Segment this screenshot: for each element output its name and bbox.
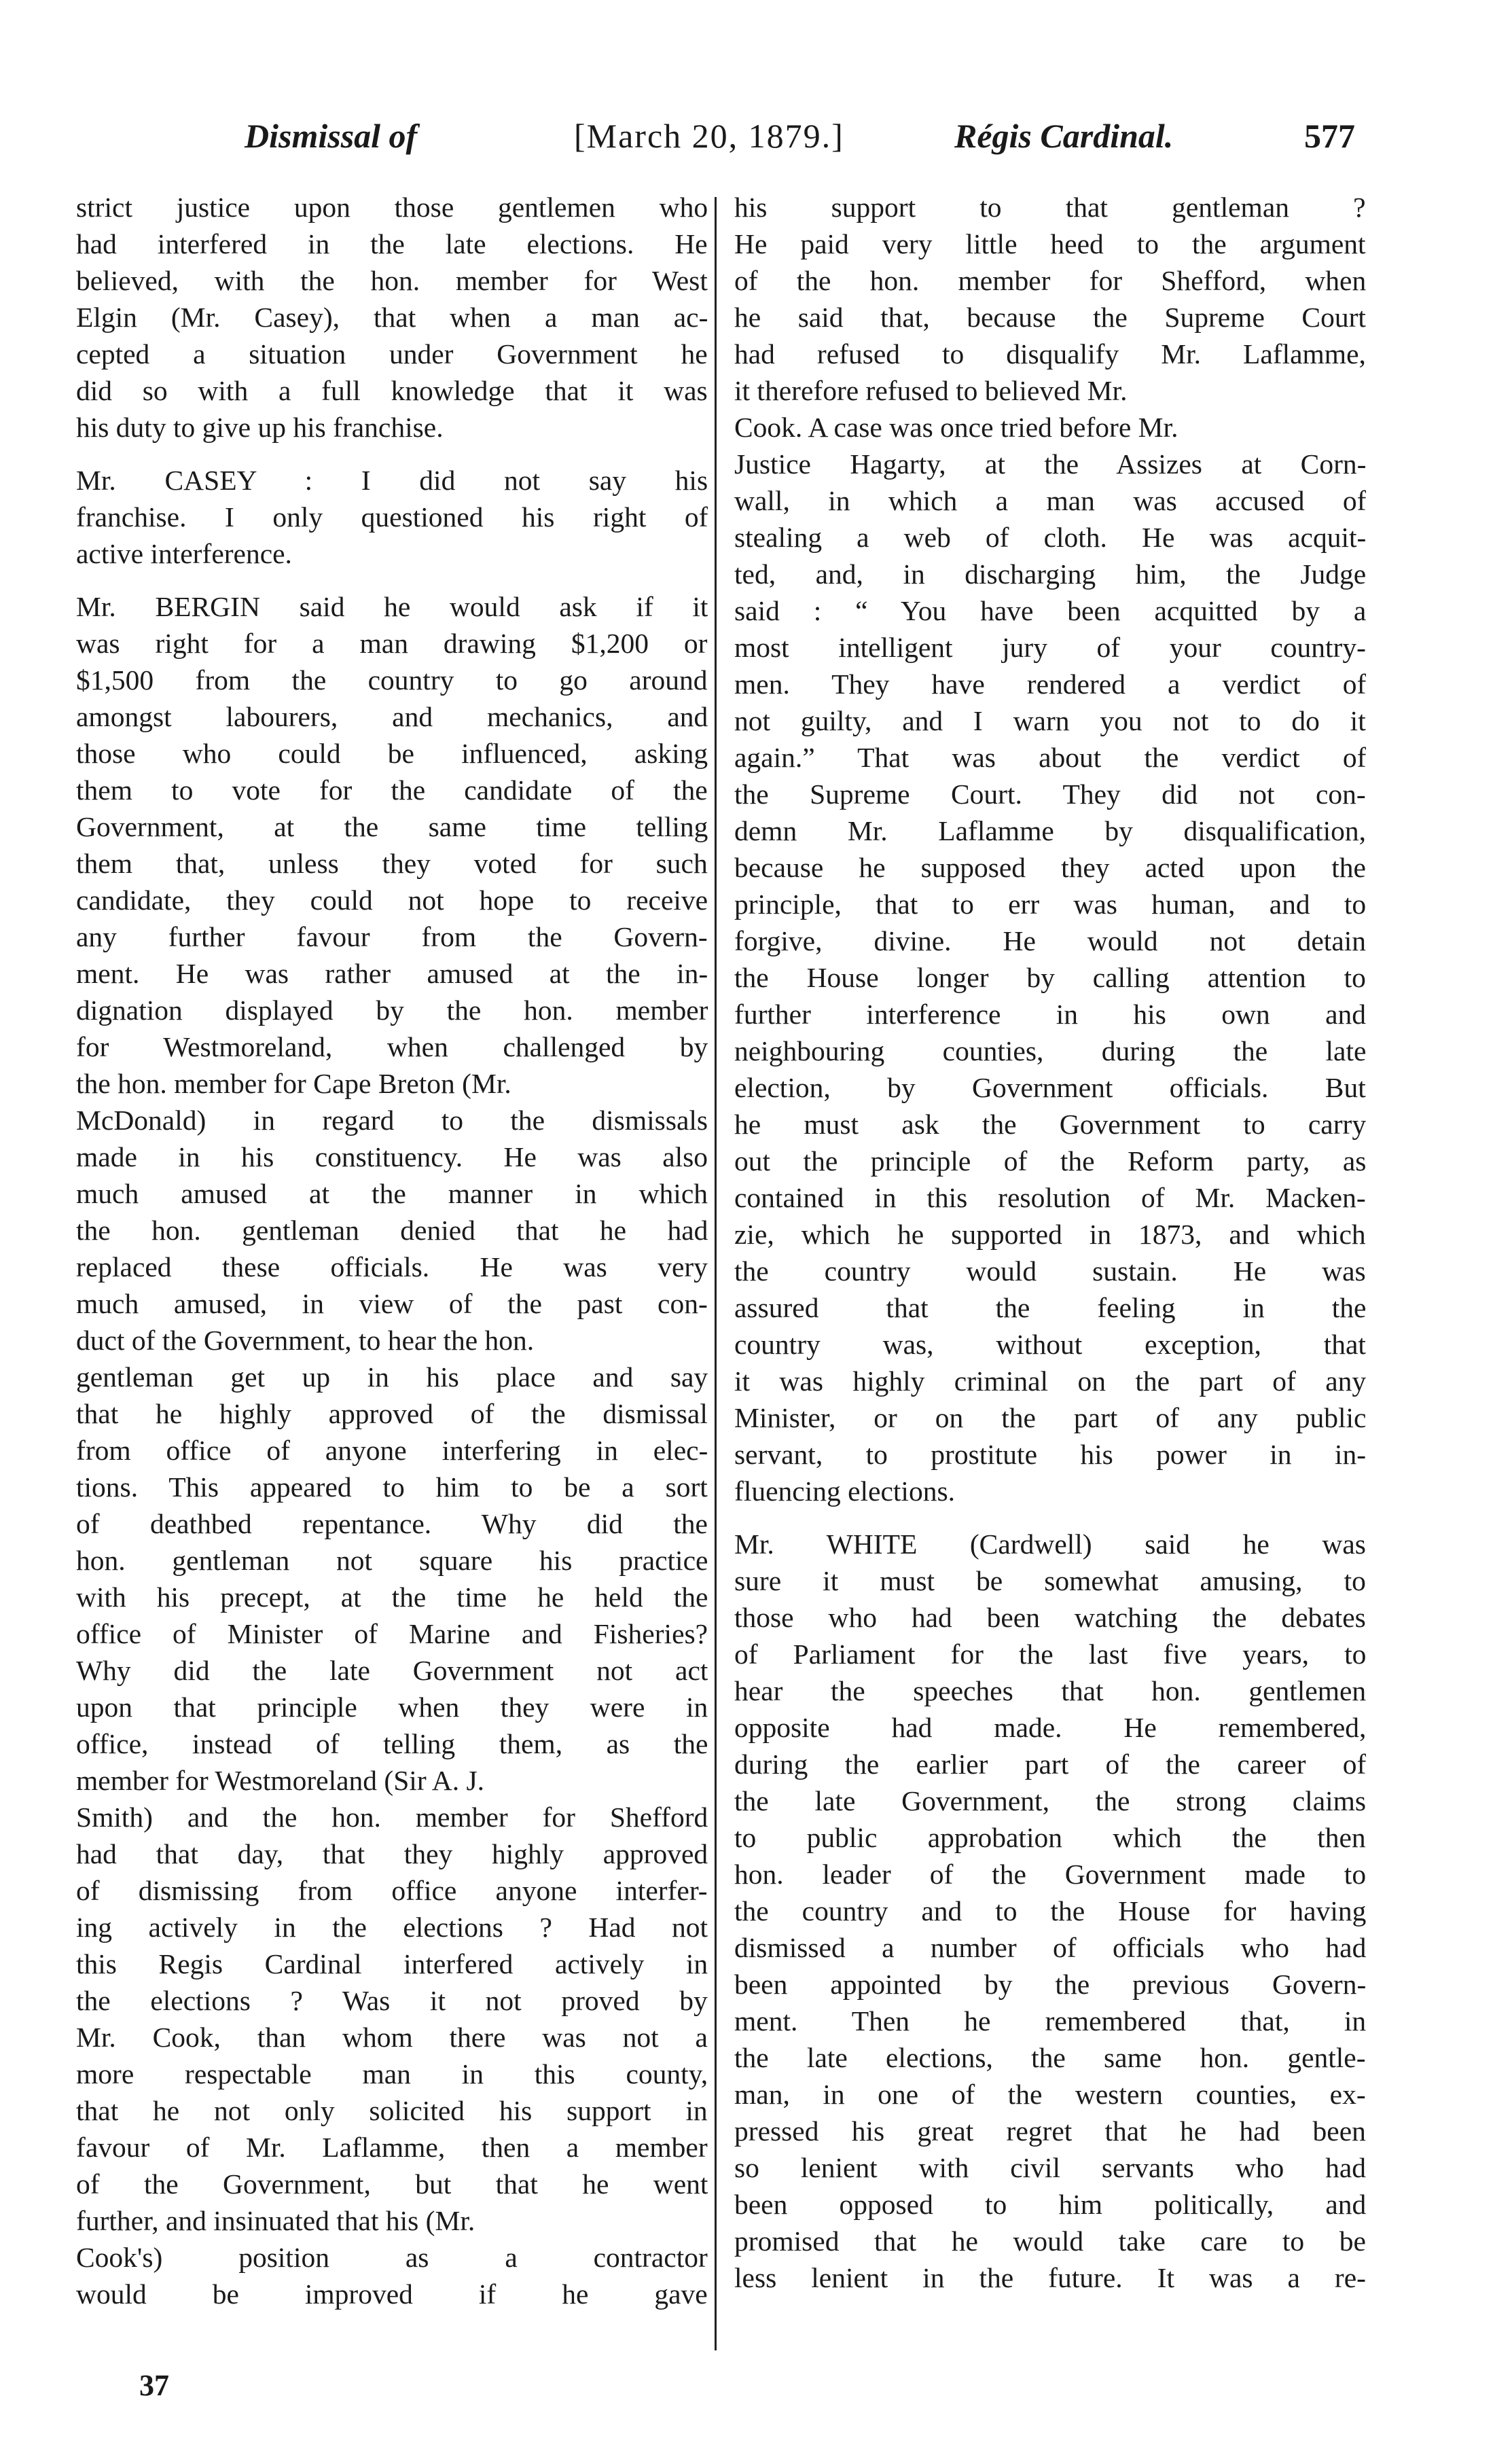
text-line: more respectable man in this county, <box>76 2058 708 2090</box>
text-line: the late Government, the strong claims <box>734 1785 1366 1816</box>
text-line: office, instead of telling them, as the <box>76 1728 708 1759</box>
text-line: the country would sustain. He was <box>734 1255 1366 1287</box>
text-line: country was, without exception, that <box>734 1329 1366 1360</box>
header-date: [March 20, 1879.] <box>574 117 844 155</box>
text-line: zie, which he supported in 1873, and which <box>734 1219 1366 1250</box>
text-line: further, and insinuated that his (Mr. <box>76 2205 475 2236</box>
text-line: much amused at the manner in which <box>76 1178 708 1209</box>
text-line: ted, and, in discharging him, the Judge <box>734 558 1366 590</box>
text-line: duct of the Government, to hear the hon. <box>76 1325 535 1356</box>
text-line: Cook's) position as a contractor <box>76 2242 708 2273</box>
text-line: Mr. WHITE (Cardwell) said he was <box>734 1528 1366 1560</box>
text-line: fluencing elections. <box>734 1475 955 1507</box>
text-line: much amused, in view of the past con- <box>76 1288 708 1319</box>
text-line: the country and to the House for having <box>734 1895 1366 1927</box>
text-line: had refused to disqualify Mr. Laflamme, <box>734 338 1366 370</box>
text-line: of the hon. member for Shefford, when <box>734 265 1366 296</box>
text-line: assured that the feeling in the <box>734 1292 1366 1323</box>
left-text-column <box>76 189 708 2312</box>
text-line: because he supposed they acted upon the <box>734 852 1366 883</box>
text-line: said : “ You have been acquitted by a <box>734 595 1366 626</box>
text-line: Minister, or on the part of any public <box>734 1402 1366 1433</box>
text-line: Mr. BERGIN said he would ask if it <box>76 591 708 622</box>
paragraph-gap <box>734 1509 1366 1526</box>
text-line: had that day, that they highly approved <box>76 1838 708 1869</box>
text-line: been opposed to him politically, and <box>734 2189 1366 2220</box>
text-line: not guilty, and I warn you not to do it <box>734 705 1366 736</box>
text-line: office of Minister of Marine and Fisheries? <box>76 1618 708 1649</box>
text-line: of Parliament for the last five years, to <box>734 1638 1366 1670</box>
text-line: he said that, because the Supreme Court <box>734 302 1366 333</box>
paragraph-gap <box>76 572 708 588</box>
text-line: promised that he would take care to be <box>734 2225 1366 2257</box>
text-line: been appointed by the previous Govern- <box>734 1969 1366 2000</box>
text-line: that he highly approved of the dismissal <box>76 1398 708 1429</box>
text-line: out the principle of the Reform party, as <box>734 1145 1366 1177</box>
text-line: the hon. gentleman denied that he had <box>76 1215 708 1246</box>
text-line: cepted a situation under Government he <box>76 338 708 370</box>
text-line: did so with a full knowledge that it was <box>76 375 708 406</box>
text-line: man, in one of the western counties, ex- <box>734 2079 1366 2110</box>
text-line: franchise. I only questioned his right of <box>76 501 708 533</box>
text-line: had interfered in the late elections. He <box>76 228 708 259</box>
text-line: dismissed a number of officials who had <box>734 1932 1366 1963</box>
text-line: Cook. A case was once tried before Mr. <box>734 412 1178 443</box>
text-line: made in his constituency. He was also <box>76 1141 708 1172</box>
text-line: dignation displayed by the hon. member <box>76 994 708 1026</box>
text-line: hon. leader of the Government made to <box>734 1859 1366 1890</box>
text-line: he must ask the Government to carry <box>734 1109 1366 1140</box>
text-line: of dismissing from office anyone interfer- <box>76 1875 708 1906</box>
text-line: most intelligent jury of your country- <box>734 632 1366 663</box>
text-line: the Supreme Court. They did not con- <box>734 778 1366 810</box>
text-line: the hon. member for Cape Breton (Mr. <box>76 1068 511 1099</box>
text-line: principle, that to err was human, and to <box>734 889 1366 920</box>
page-number: 577 <box>1304 117 1355 155</box>
text-line: further interference in his own and <box>734 999 1366 1030</box>
text-line: this Regis Cardinal interfered actively in <box>76 1948 708 1979</box>
text-line: his support to that gentleman ? <box>734 192 1366 223</box>
text-line: He paid very little heed to the argument <box>734 228 1366 259</box>
text-line: stealing a web of cloth. He was acquit- <box>734 522 1366 553</box>
text-line: them that, unless they voted for such <box>76 848 708 879</box>
text-line: of the Government, but that he went <box>76 2168 708 2200</box>
text-line: during the earlier part of the career of <box>734 1749 1366 1780</box>
text-line: Why did the late Government not act <box>76 1655 708 1686</box>
text-line: favour of Mr. Laflamme, then a member <box>76 2132 708 2163</box>
text-line: Smith) and the hon. member for Shefford <box>76 1802 708 1833</box>
text-line: hear the speeches that hon. gentlemen <box>734 1675 1366 1706</box>
text-line: tions. This appeared to him to be a sort <box>76 1471 708 1503</box>
text-line: them to vote for the candidate of the <box>76 774 708 806</box>
text-line: any further favour from the Govern- <box>76 921 708 952</box>
column-divider <box>715 197 717 2350</box>
text-line: it was highly criminal on the part of any <box>734 1365 1366 1397</box>
text-line: Justice Hagarty, at the Assizes at Corn- <box>734 448 1366 480</box>
text-line: strict justice upon those gentlemen who <box>76 192 708 223</box>
text-line: candidate, they could not hope to receive <box>76 884 708 916</box>
paragraph-gap <box>76 446 708 462</box>
text-line: ing actively in the elections ? Had not <box>76 1912 708 1943</box>
text-line: McDonald) in regard to the dismissals <box>76 1105 708 1136</box>
text-line: Government, at the same time telling <box>76 811 708 842</box>
text-line: the House longer by calling attention to <box>734 962 1366 993</box>
text-line: with his precept, at the time he held the <box>76 1581 708 1613</box>
text-line: pressed his great regret that he had been <box>734 2115 1366 2147</box>
text-line: Mr. Cook, than whom there was not a <box>76 2022 708 2053</box>
text-line: his duty to give up his franchise. <box>76 412 444 443</box>
text-line: ment. He was rather amused at the in- <box>76 958 708 989</box>
text-line: of deathbed repentance. Why did the <box>76 1508 708 1539</box>
header-right-title: Régis Cardinal. <box>954 117 1174 155</box>
text-line: to public approbation which the then <box>734 1822 1366 1853</box>
text-line: demn Mr. Laflamme by disqualification, <box>734 815 1366 846</box>
text-line: Elgin (Mr. Casey), that when a man ac- <box>76 302 708 333</box>
text-line: believed, with the hon. member for West <box>76 265 708 296</box>
text-line: was right for a man drawing $1,200 or <box>76 628 708 659</box>
text-line: Mr. CASEY : I did not say his <box>76 465 708 496</box>
right-text-column <box>734 189 1366 2296</box>
text-line: amongst labourers, and mechanics, and <box>76 701 708 732</box>
text-line: $1,500 from the country to go around <box>76 664 708 696</box>
running-header <box>0 115 1512 163</box>
text-line: opposite had made. He remembered, <box>734 1712 1366 1743</box>
text-line: from office of anyone interfering in elec- <box>76 1435 708 1466</box>
header-left-title: Dismissal of <box>245 117 418 155</box>
text-line: ment. Then he remembered that, in <box>734 2005 1366 2037</box>
text-line: replaced these officials. He was very <box>76 1251 708 1283</box>
text-line: would be improved if he gave <box>76 2278 708 2310</box>
text-line: the late elections, the same hon. gentle- <box>734 2042 1366 2073</box>
text-line: wall, in which a man was accused of <box>734 485 1366 516</box>
text-line: neighbouring counties, during the late <box>734 1035 1366 1067</box>
text-line: contained in this resolution of Mr. Macken- <box>734 1182 1366 1213</box>
text-line: sure it must be somewhat amusing, to <box>734 1565 1366 1596</box>
text-line: those who could be influenced, asking <box>76 738 708 769</box>
text-line: servant, to prostitute his power in in- <box>734 1439 1366 1470</box>
text-line: it therefore refused to believed Mr. <box>734 375 1128 406</box>
text-line: again.” That was about the verdict of <box>734 742 1366 773</box>
text-line: men. They have rendered a verdict of <box>734 668 1366 700</box>
text-line: for Westmoreland, when challenged by <box>76 1031 708 1062</box>
text-line: hon. gentleman not square his practice <box>76 1545 708 1576</box>
signature-mark: 37 <box>139 2369 169 2402</box>
text-line: those who had been watching the debates <box>734 1602 1366 1633</box>
text-line: so lenient with civil servants who had <box>734 2152 1366 2183</box>
text-line: gentleman get up in his place and say <box>76 1361 708 1393</box>
text-line: less lenient in the future. It was a re- <box>734 2262 1366 2293</box>
text-line: member for Westmoreland (Sir A. J. <box>76 1765 484 1796</box>
text-line: forgive, divine. He would not detain <box>734 925 1366 956</box>
text-line: upon that principle when they were in <box>76 1691 708 1723</box>
text-line: the elections ? Was it not proved by <box>76 1985 708 2016</box>
text-line: that he not only solicited his support in <box>76 2095 708 2126</box>
text-line: active interference. <box>76 538 292 569</box>
text-line: election, by Government officials. But <box>734 1072 1366 1103</box>
